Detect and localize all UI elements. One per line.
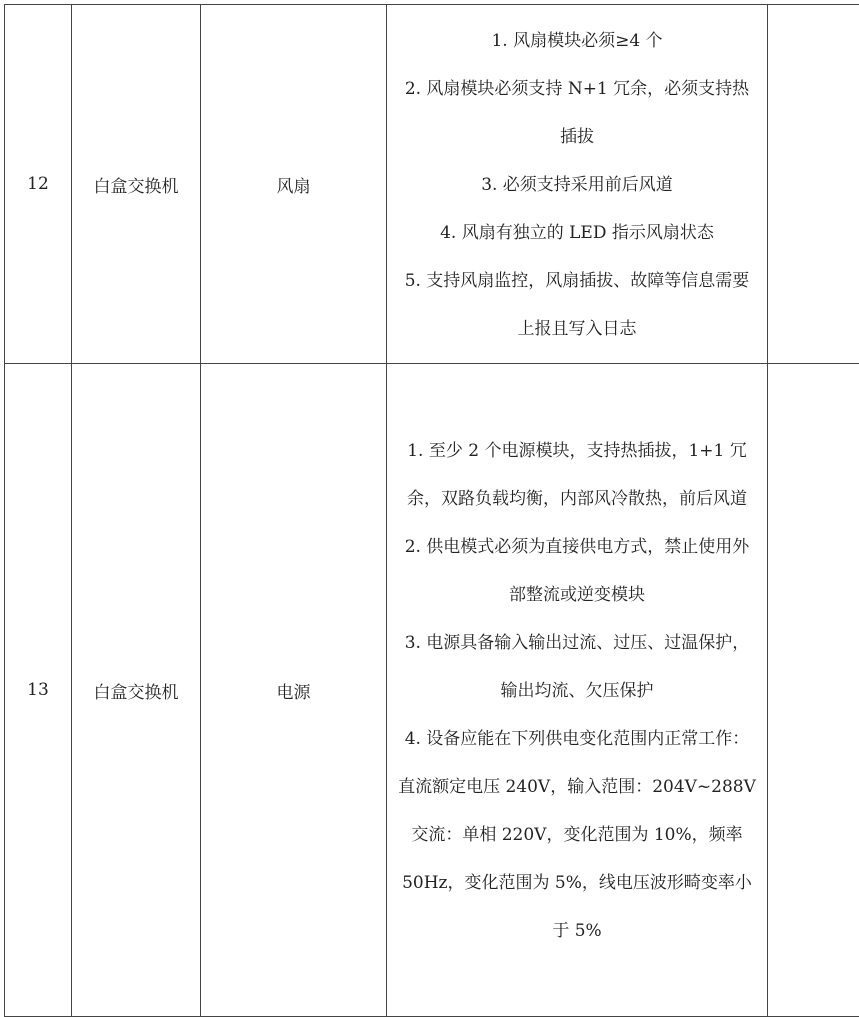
requirement-line: 3. 电源具备输入输出过流、过压、过温保护，输出均流、欠压保护	[397, 619, 757, 715]
requirement-line: 1. 至少 2 个电源模块，支持热插拔，1+1 冗余，双路负载均衡，内部风冷散热，前后风道	[397, 427, 757, 523]
item-name: 风扇	[201, 5, 387, 364]
requirement-line: 1. 风扇模块必须≥4 个	[397, 17, 757, 65]
requirements-list	[387, 5, 767, 363]
requirement-line: 5. 支持风扇监控，风扇插拔、故障等信息需要上报且写入日志	[397, 257, 757, 353]
item-name: 电源	[201, 364, 387, 1017]
row-number: 13	[5, 364, 72, 1017]
device-name: 白盒交换机	[72, 5, 201, 364]
table-row	[5, 364, 859, 1017]
requirement-line: 4. 设备应能在下列供电变化范围内正常工作：	[397, 715, 757, 763]
table-row	[5, 5, 859, 364]
requirements-list	[387, 415, 767, 965]
requirement-line: 2. 风扇模块必须支持 N+1 冗余，必须支持热插拔	[397, 65, 757, 161]
device-name: 白盒交换机	[72, 364, 201, 1017]
requirement-line: 3. 必须支持采用前后风道	[397, 161, 757, 209]
requirements-cell	[387, 364, 768, 1017]
requirements-cell	[387, 5, 768, 364]
spec-table	[4, 4, 859, 1017]
requirement-line: 2. 供电模式必须为直接供电方式，禁止使用外部整流或逆变模块	[397, 523, 757, 619]
requirement-line: 4. 风扇有独立的 LED 指示风扇状态	[397, 209, 757, 257]
extra-cell	[768, 5, 859, 364]
requirement-line: 直流额定电压 240V，输入范围：204V~288V	[397, 763, 757, 811]
requirement-line: 交流：单相 220V，变化范围为 10%，频率 50Hz，变化范围为 5%，线电压波形畸变率小于 5%	[397, 811, 757, 955]
row-number: 12	[5, 5, 72, 364]
extra-cell	[768, 364, 859, 1017]
